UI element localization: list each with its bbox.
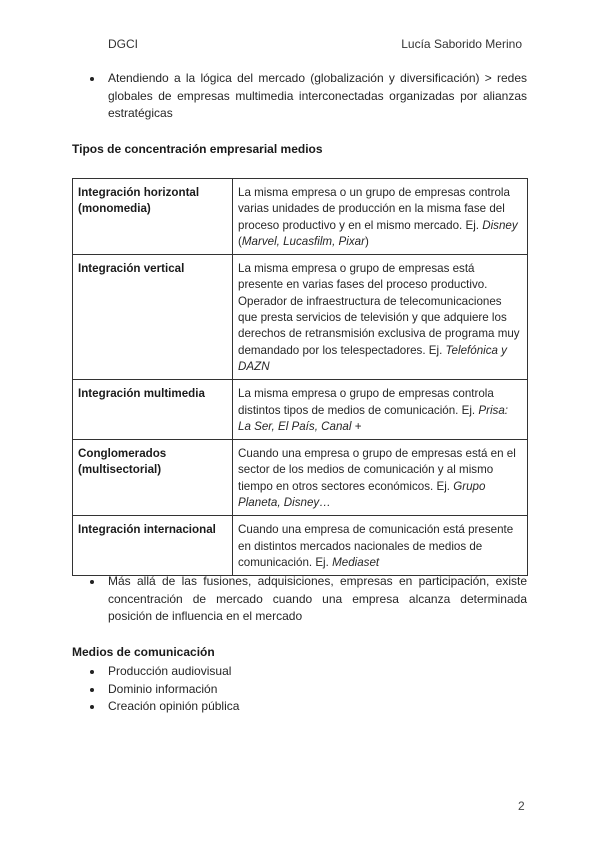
- concentration-types-table: [72, 178, 528, 576]
- example-text: Telefónica y DAZN: [238, 343, 507, 373]
- example-text: Grupo Planeta, Disney…: [238, 479, 486, 510]
- concentration-type: Integración internacional: [73, 516, 233, 576]
- example-text: Disney: [482, 218, 518, 232]
- table-row: [73, 440, 528, 516]
- concentration-description: Cuando una empresa de comunicación está presente en distintos mercados nacionales de medios de comunicación. Ej. Mediaset: [233, 516, 528, 576]
- media-bullet-list: [90, 663, 527, 716]
- table-row: [73, 179, 528, 255]
- table-row: [73, 380, 528, 440]
- example-text: Mediaset: [332, 555, 380, 569]
- header-course: DGCI: [108, 37, 138, 51]
- bullet-item: Más allá de las fusiones, adquisiciones, empresas en participación, existe concentración de mercado cuando una empresa alcanza determinada posición de influencia en el mercado: [90, 573, 527, 626]
- page-number: 2: [518, 799, 525, 813]
- bullet-item: Creación opinión pública: [90, 698, 527, 716]
- section-title-concentration: Tipos de concentración empresarial medios: [72, 142, 323, 156]
- table-row: [73, 516, 528, 576]
- concentration-type: Integración multimedia: [73, 380, 233, 440]
- concentration-type: Conglomerados (multisectorial): [73, 440, 233, 516]
- concentration-description: Cuando una empresa o grupo de empresas está en el sector de los medios de comunicación y al mismo tiempo en otros sectores económicos. Ej. Grupo Planeta, Disney…: [233, 440, 528, 516]
- concentration-description: La misma empresa o un grupo de empresas controla varias unidades de producción en la misma fase del proceso productivo y en el mismo mercado. Ej. Disney (Marvel, Lucasfilm, Pixar): [233, 179, 528, 255]
- section-title-media: Medios de comunicación: [72, 645, 215, 659]
- intro-bullet-list: [90, 70, 527, 123]
- bullet-item: Dominio información: [90, 681, 527, 699]
- concentration-type: Integración horizontal (monomedia): [73, 179, 233, 255]
- table-row: [73, 255, 528, 380]
- bullet-item: Producción audiovisual: [90, 663, 527, 681]
- example-text: Marvel, Lucasfilm, Pixar: [241, 234, 365, 248]
- header-author: Lucía Saborido Merino: [401, 37, 522, 51]
- concentration-description: La misma empresa o grupo de empresas controla distintos tipos de medios de comunicación. Ej. Prisa: La Ser, El País, Canal +: [233, 380, 528, 440]
- concentration-type: Integración vertical: [73, 255, 233, 380]
- bullet-item: Atendiendo a la lógica del mercado (globalización y diversificación) > redes globales de empresas multimedia interconectadas organizadas por alianzas estratégicas: [90, 70, 527, 123]
- concentration-description: La misma empresa o grupo de empresas está presente en varias fases del proceso productivo. Operador de infraestructura de telecomunicaciones que presta servicios de televisión y que adquiere los derechos de retransmisión exclusiva de programa muy demandado por los telespectadores. Ej. Telefónica y DAZN: [233, 255, 528, 380]
- market-bullet-list: [90, 573, 527, 626]
- example-text: Prisa: La Ser, El País, Canal +: [238, 403, 509, 433]
